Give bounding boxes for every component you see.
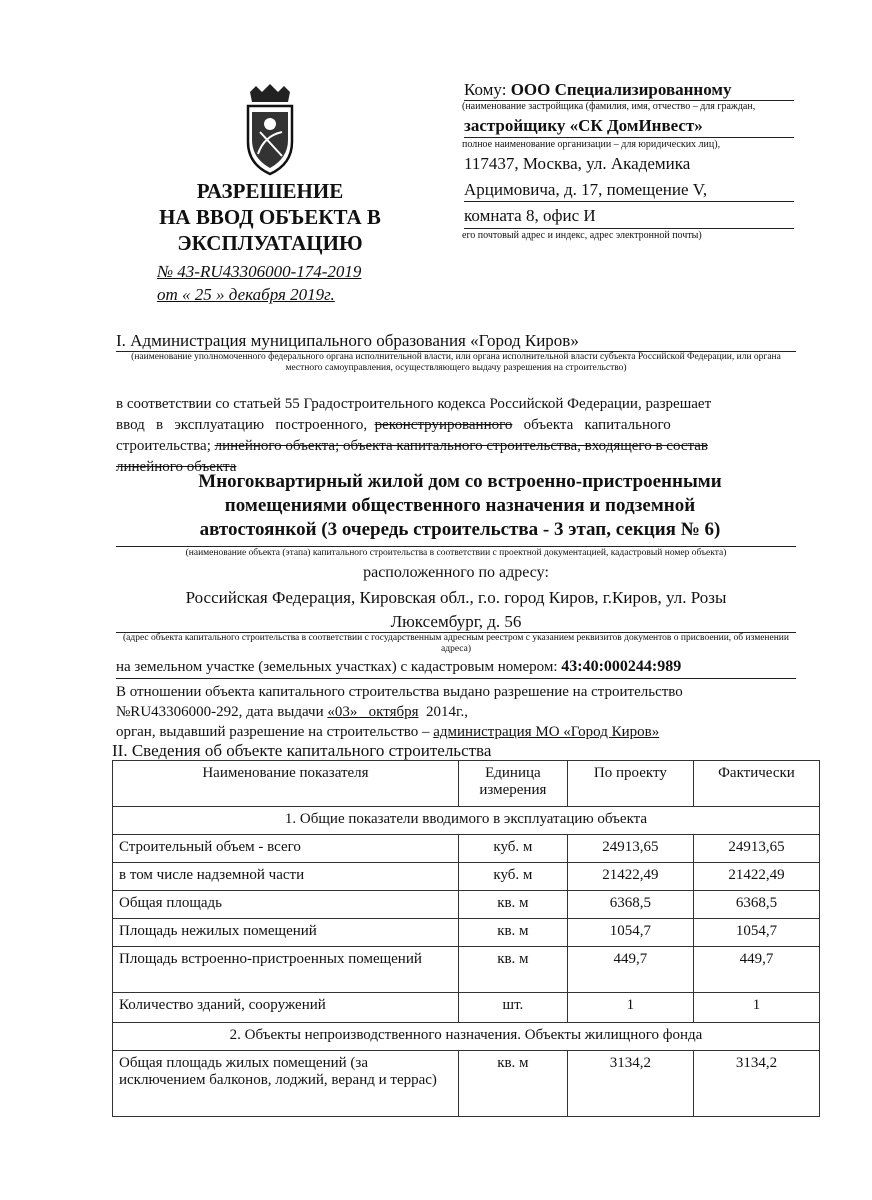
group-title: 2. Объекты непроизводственного назначения. Объекты жилищного фонда — [113, 1023, 820, 1051]
permit-line: №RU43306000-292, дата выдачи «03» октября 2014г., — [116, 704, 468, 720]
cell-name: Площадь встроенно-пристроенных помещений — [113, 947, 459, 993]
section-1-note: (наименование уполномоченного федерального органа исполнительной власти, или органа исполнительной власти субъекта Российской Федерации, или органа местного самоуправления, осуществляющего выдачу разрешения на строительство) — [131, 352, 781, 373]
body-line: линейного объекта — [116, 459, 237, 475]
cell-name: Общая площадь — [113, 891, 459, 919]
cell-name: Площадь нежилых помещений — [113, 919, 459, 947]
rule — [464, 201, 794, 202]
cell-unit: шт. — [458, 993, 567, 1023]
addressee-note-2: полное наименование организации – для юридических лиц), — [462, 139, 721, 150]
address-note: (адрес объекта капитального строительства в соответствии с государственным адресным реестром с указанием реквизитов документов о присвоении, об изменении адреса) — [123, 633, 789, 654]
address-line: Российская Федерация, Кировская обл., г.о. город Киров, г.Киров, ул. Розы — [185, 588, 727, 607]
cell-name: в том числе надземной части — [113, 863, 459, 891]
addressee-name-1: ООО Специализированному — [510, 80, 732, 99]
column-header: По проекту — [567, 761, 693, 807]
column-header: Единица измерения — [458, 761, 567, 807]
cell-unit: куб. м — [458, 835, 567, 863]
table-row — [113, 1051, 820, 1117]
addressee-note-1: (наименование застройщика (фамилия, имя, отчество – для граждан, — [462, 101, 756, 112]
located-label: расположенного по адресу: — [363, 564, 549, 581]
addressee-address-2: Арцимовича, д. 17, помещение V, — [464, 180, 708, 199]
table-row — [113, 863, 820, 891]
addressee-address-3: комната 8, офис И — [464, 206, 596, 225]
cell-plan: 21422,49 — [567, 863, 693, 891]
cell-unit: кв. м — [458, 891, 567, 919]
document-number: № 43-RU43306000-174-2019 — [157, 262, 362, 281]
table-row — [113, 947, 820, 993]
title-line: НА ВВОД ОБЪЕКТА В — [159, 205, 381, 229]
cell-fact: 449,7 — [693, 947, 819, 993]
cell-plan: 1 — [567, 993, 693, 1023]
parcel-line — [116, 658, 681, 676]
cell-name: Общая площадь жилых помещений (за исключением балконов, лоджий, веранд и террас) — [113, 1051, 459, 1117]
city-coat-of-arms — [242, 84, 298, 176]
issuer-name: администрация МО «Город Киров» — [433, 724, 660, 740]
section-2-heading: II. Сведения об объекте капитального строительства — [112, 741, 492, 760]
struck-text: реконструированного — [374, 417, 513, 433]
cell-fact: 6368,5 — [693, 891, 819, 919]
body-line: в соответствии со статьей 55 Градостроительного кодекса Российской Федерации, разрешает — [116, 396, 712, 412]
cell-plan: 3134,2 — [567, 1051, 693, 1117]
table-row — [113, 835, 820, 863]
cell-name: Строительный объем - всего — [113, 835, 459, 863]
permit-line: орган, выдавший разрешение на строительство – администрация МО «Город Киров» — [116, 724, 660, 740]
to-prefix: Кому: — [464, 80, 507, 99]
group-row — [113, 1023, 820, 1051]
rule — [464, 137, 794, 138]
object-address — [116, 586, 796, 634]
permit-date: «03» октября — [327, 704, 419, 720]
object-line: помещениями общественного назначения и подземной — [224, 495, 696, 516]
cell-fact: 24913,65 — [693, 835, 819, 863]
body-line: строительства; линейного объекта; объекта капитального строительства, входящего в состав — [116, 438, 708, 454]
body-line: ввод в эксплуатацию построенного, реконструированного объекта капитального — [116, 417, 671, 433]
section-1-body — [116, 394, 802, 478]
cell-fact: 1 — [693, 993, 819, 1023]
cell-unit: куб. м — [458, 863, 567, 891]
cell-plan: 449,7 — [567, 947, 693, 993]
parcel-number: 43:40:000244:989 — [561, 658, 682, 675]
title-line: РАЗРЕШЕНИЕ — [196, 179, 344, 203]
rule — [464, 228, 794, 229]
cell-plan: 1054,7 — [567, 919, 693, 947]
cell-unit: кв. м — [458, 919, 567, 947]
group-row — [113, 807, 820, 835]
group-title: 1. Общие показатели вводимого в эксплуатацию объекта — [113, 807, 820, 835]
struck-text: линейного объекта; объекта капитального строительства, входящего в состав — [214, 438, 708, 454]
document-title — [150, 178, 390, 256]
rule — [116, 678, 796, 679]
cell-name: Количество зданий, сооружений — [113, 993, 459, 1023]
cell-fact: 21422,49 — [693, 863, 819, 891]
address-line: Люксембург, д. 56 — [390, 612, 522, 631]
title-line: ЭКСПЛУАТАЦИЮ — [177, 231, 363, 255]
cell-unit: кв. м — [458, 1051, 567, 1117]
object-name — [110, 470, 810, 542]
cell-plan: 6368,5 — [567, 891, 693, 919]
object-note: (наименование объекта (этапа) капитального строительства в соответствии с проектной документацией, кадастровый номер объекта) — [185, 548, 727, 558]
column-header: Фактически — [693, 761, 819, 807]
object-line: автостоянкой (3 очередь строительства - 3 этап, секция № 6) — [199, 519, 721, 540]
document-date: от « 25 » декабря 2019г. — [157, 285, 335, 304]
object-line: Многоквартирный жилой дом со встроенно-пристроенными — [198, 471, 722, 492]
addressee-address-1: 117437, Москва, ул. Академика — [464, 154, 691, 173]
cell-unit: кв. м — [458, 947, 567, 993]
addressee-name-2: застройщику «СК ДомИнвест» — [464, 116, 703, 135]
permit-info — [116, 682, 683, 742]
parcel-label: на земельном участке (земельных участках) с кадастровым номером: — [116, 659, 558, 675]
table-row — [113, 891, 820, 919]
column-header: Наименование показателя — [113, 761, 459, 807]
cell-fact: 1054,7 — [693, 919, 819, 947]
section-1-heading: I. Администрация муниципального образования «Город Киров» — [116, 331, 579, 350]
permit-line: В отношении объекта капитального строительства выдано разрешение на строительство — [116, 684, 683, 700]
table-row — [113, 993, 820, 1023]
cell-fact: 3134,2 — [693, 1051, 819, 1117]
addressee-line-1 — [464, 80, 731, 100]
addressee-note-3: его почтовый адрес и индекс, адрес электронной почты) — [462, 230, 702, 241]
table-row — [113, 919, 820, 947]
cell-plan: 24913,65 — [567, 835, 693, 863]
indicators-table — [112, 760, 820, 1117]
table-header-row — [113, 761, 820, 807]
